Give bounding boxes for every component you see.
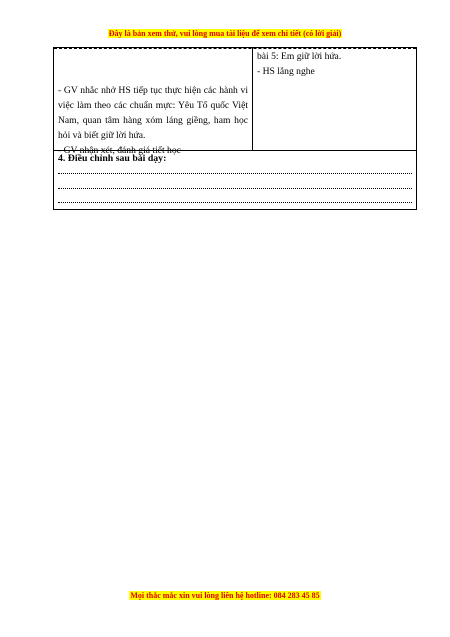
- adjustment-row: [54, 151, 416, 209]
- dotted-answer-line: [58, 202, 412, 203]
- activity-row: [54, 48, 416, 156]
- teacher-activity-paragraph: - GV nhận xét, đánh giá tiết học: [58, 145, 181, 156]
- hotline-text: Mọi thắc mắc xin vui lòng liên hệ hotline: 084 283 45 85: [130, 591, 320, 600]
- preview-notice-text: Đây là bản xem thử, vui lòng mua tài liệu để xem chi tiết (có lời giải): [108, 29, 342, 38]
- student-activity-line: bài 5: Em giữ lời hứa.: [257, 51, 342, 62]
- section-title: 4. Điều chỉnh sau bài dạy:: [58, 153, 167, 164]
- teacher-activity-paragraph: - GV nhắc nhở HS tiếp tục thực hiện các hành vi việc làm theo các chuẩn mực: Yêu Tổ quốc Việt Nam, quan tâm hàng xóm láng giềng, ham học hỏi và biết giữ lời hứa.: [58, 85, 248, 141]
- student-activity-line: - HS lắng nghe: [257, 66, 315, 77]
- lesson-table: [53, 47, 417, 210]
- teacher-activity-text: [58, 83, 248, 158]
- preview-notice-banner: [0, 29, 450, 39]
- dotted-answer-line: [58, 173, 412, 174]
- hotline-banner: [0, 591, 450, 601]
- teacher-activity-cell: [54, 48, 253, 156]
- student-activity-cell: [253, 48, 416, 150]
- student-activity-text: [257, 49, 413, 79]
- dotted-answer-line: [58, 188, 412, 189]
